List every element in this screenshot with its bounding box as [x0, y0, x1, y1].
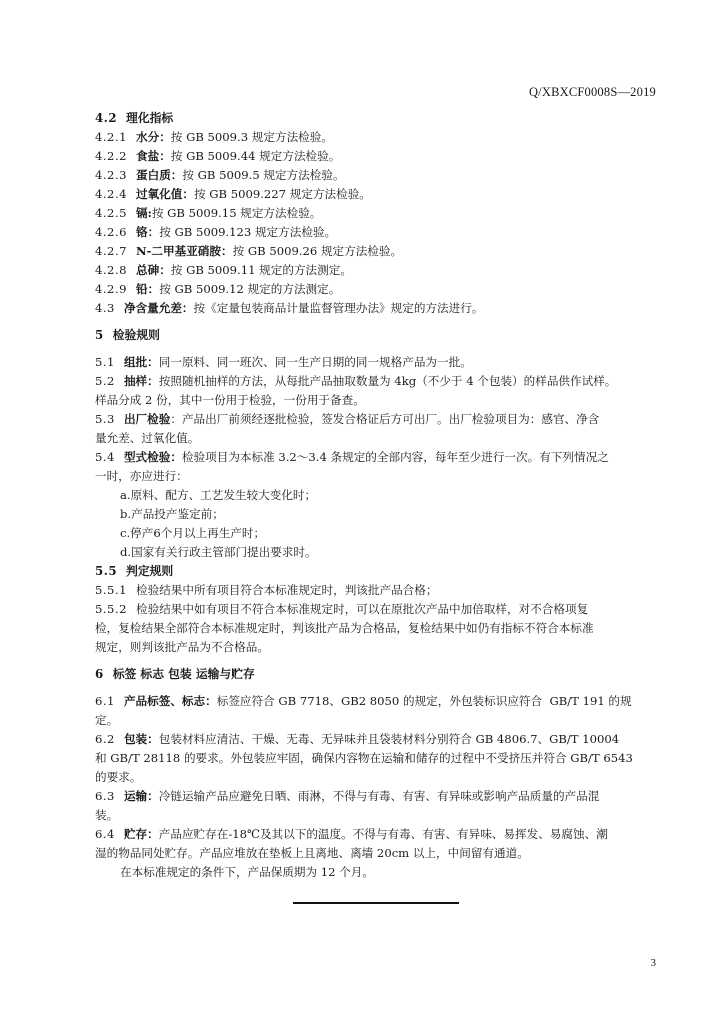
section-5-5-heading: 5.5 判定规则 [95, 564, 174, 578]
standard-code: Q/XBXCF0008S—2019 [528, 85, 656, 99]
list-item: c.停产6个月以上再生产时； [120, 526, 266, 540]
clause-5-4-cont: 一时，亦应进行： [95, 469, 188, 483]
clause-6-2-cont: 的要求。 [95, 770, 142, 784]
clause-5-5-2-cont: 规定，则判该批产品为不合格品。 [95, 640, 269, 654]
clause-6-1-cont: 定。 [95, 713, 119, 727]
clause-4-3: 4.3 净含量允差：按《定量包装商品计量监督管理办法》规定的方法进行。 [95, 301, 484, 315]
clause-6-4: 6.4 贮存：产品应贮存在-18℃及其以下的温度。不得与有毒、有害、有异味、易挥发、易腐蚀、潮 [95, 827, 608, 841]
clause-6-4-cont: 湿的物品同处贮存。产品应堆放在垫板上且离地、离墙 20cm 以上，中间留有通道。 [95, 846, 529, 860]
end-rule [293, 902, 459, 904]
clause-4-2-1: 4.2.1 水分：按 GB 5009.3 规定方法检验。 [95, 130, 333, 144]
clause-4-2-9: 4.2.9 铅：按 GB 5009.12 规定的方法测定。 [95, 282, 341, 296]
clause-5-2: 5.2 抽样：按照随机抽样的方法，从每批产品抽取数量为 4kg（不少于 4 个包装）的样品供作试样。 [95, 374, 617, 388]
document-body [95, 109, 661, 882]
section-4-2-heading: 4.2 理化指标 [95, 111, 174, 125]
list-item: b.产品投产鉴定前； [120, 507, 224, 521]
clause-5-1: 5.1 组批：同一原料、同一班次、同一生产日期的同一规格产品为一批。 [95, 355, 472, 369]
clause-4-2-8: 4.2.8 总砷：按 GB 5009.11 规定的方法测定。 [95, 263, 352, 277]
section-6-heading: 6 标签 标志 包装 运输与贮存 [95, 667, 255, 681]
clause-6-1: 6.1 产品标签、标志：标签应符合 GB 7718、GB2 8050 的规定，外包装标识应符合 GB/T 191 的规 [95, 694, 632, 708]
clause-6-2: 6.2 包装：包装材料应清洁、干燥、无毒、无异味并且袋装材料分别符合 GB 4806.7、GB/T 10004 [95, 732, 620, 746]
clause-6-3-cont: 装。 [95, 808, 119, 822]
clause-5-2-cont: 样品分成 2 份，其中一份用于检验，一份用于备查。 [95, 393, 365, 407]
section-4-2-items [95, 128, 661, 299]
clause-4-2-2: 4.2.2 食盐：按 GB 5009.44 规定方法检验。 [95, 149, 341, 163]
shelf-life-note: 在本标准规定的条件下，产品保质期为 12 个月。 [120, 865, 374, 879]
clause-5-4: 5.4 型式检验：检验项目为本标准 3.2～3.4 条规定的全部内容，每年至少进行一次。有下列情况之 [95, 450, 609, 464]
clause-4-2-7: 4.2.7 N-二甲基亚硝胺：按 GB 5009.26 规定方法检验。 [95, 244, 403, 258]
clause-5-5-1: 5.5.1 检验结果中所有项目符合本标准规定时，判该批产品合格； [95, 583, 438, 597]
list-item: d.国家有关行政主管部门提出要求时。 [120, 545, 317, 559]
clause-4-2-6: 4.2.6 铬：按 GB 5009.123 规定方法检验。 [95, 225, 337, 239]
clause-4-2-4: 4.2.4 过氧化值：按 GB 5009.227 规定方法检验。 [95, 187, 371, 201]
list-item: a.原料、配方、工艺发生较大变化时； [120, 488, 317, 502]
clause-6-2-cont: 和 GB/T 28118 的要求。外包装应牢固，确保内容物在运输和储存的过程中不受挤压并符合 GB/T 6543 [95, 751, 633, 765]
clause-6-3: 6.3 运输：冷链运输产品应避免日晒、雨淋，不得与有毒、有害、有异味或影响产品质量的产品混 [95, 789, 600, 803]
clause-5-3: 5.3 出厂检验：产品出厂前须经逐批检验，签发合格证后方可出厂。出厂检验项目为：感官、净含 [95, 412, 600, 426]
clause-4-2-3: 4.2.3 蛋白质：按 GB 5009.5 规定方法检验。 [95, 168, 345, 182]
clause-5-5-2-cont: 检，复检结果全部符合本标准规定时，判该批产品为合格品，复检结果中如仍有指标不符合本标准 [95, 621, 594, 635]
clause-5-5-2: 5.5.2 检验结果中如有项目不符合本标准规定时，可以在原批次产品中加倍取样，对不合格项复 [95, 602, 589, 616]
section-5-heading: 5 检验规则 [95, 328, 160, 342]
page-number: 3 [650, 957, 656, 969]
clause-4-2-5: 4.2.5 镉:按 GB 5009.15 规定方法检验。 [95, 206, 322, 220]
clause-5-3-cont: 量允差、过氧化值。 [95, 431, 200, 445]
